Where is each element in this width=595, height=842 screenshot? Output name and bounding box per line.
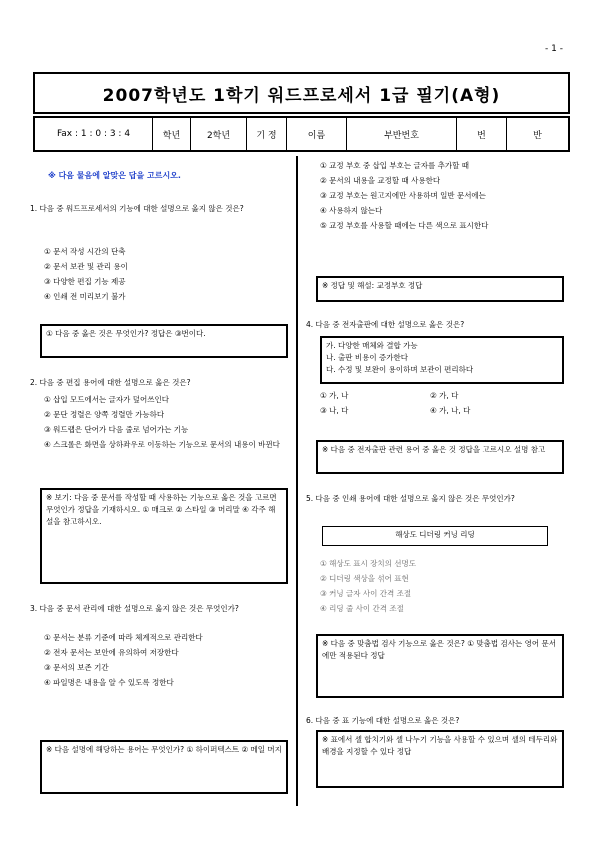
option: ③ 나, 다 xyxy=(320,406,349,415)
box-line: 다. 수정 및 보완이 용이하며 보관이 편리하다 xyxy=(326,365,474,374)
option: ④ 파일명은 내용을 알 수 있도록 정한다 xyxy=(44,678,174,687)
option: ② 디더링 색상을 섞어 표현 xyxy=(320,574,409,583)
answer-box-2: ※ 보기: 다음 중 문서를 작성할 때 사용하는 기능으로 옳은 것을 고르면 무엇인가 정답을 기재하시오. ① 매크로 ② 스타일 ③ 머리말 ④ 각주 해설을 참고하시오. xyxy=(40,488,288,584)
option: ③ 다양한 편집 기능 제공 xyxy=(44,277,126,286)
question-3: 3. 다음 중 문서 관리에 대한 설명으로 옳지 않은 것은 무엇인가? xyxy=(30,604,239,613)
answer-box-r3: ※ 다음 중 맞춤법 검사 기능으로 옳은 것은? ① 맞춤법 검사는 영어 문서에만 적용된다 정답 xyxy=(316,634,564,698)
question-6: 6. 다음 중 표 기능에 대한 설명으로 옳은 것은? xyxy=(306,716,460,725)
answer-box-1: ① 다음 중 옳은 것은 무엇인가? 정답은 ③번이다. xyxy=(40,324,288,358)
page-number: - 1 - xyxy=(545,44,563,54)
question-4: 4. 다음 중 전자출판에 대한 설명으로 옳은 것은? xyxy=(306,320,465,329)
intro-line: ※ 다음 물음에 알맞은 답을 고르시오. xyxy=(48,171,181,180)
answer-box-3: ※ 다음 설명에 해당하는 용어는 무엇인가? ① 하이퍼텍스트 ② 메일 머지 xyxy=(40,740,288,794)
info-cell-2: 학년 xyxy=(153,118,191,150)
option: ① 해상도 표시 장치의 선명도 xyxy=(320,559,416,568)
question-4-box xyxy=(320,336,564,384)
option: ② 문단 정렬은 양쪽 정렬만 가능하다 xyxy=(44,410,165,419)
question-2-options xyxy=(30,392,285,452)
option: ③ 교정 부호는 원고지에만 사용하며 일반 문서에는 xyxy=(320,191,486,200)
top-options xyxy=(306,158,564,233)
question-1: 1. 다음 중 워드프로세서의 기능에 대한 설명으로 옳지 않은 것은? xyxy=(30,204,244,213)
option: ① 문서 작성 시간의 단축 xyxy=(44,247,126,256)
info-cell-1: Fax : 1 : 0 : 3 : 4 xyxy=(35,118,153,150)
answer-box-r2: ※ 다음 중 전자출판 관련 용어 중 옳은 것 정답을 고르시오 설명 참고 xyxy=(316,440,564,474)
info-cell-8: 반 xyxy=(533,130,542,141)
info-cell-5: 이름 xyxy=(287,118,347,150)
option: ③ 커닝 글자 사이 간격 조절 xyxy=(320,589,412,598)
option: ① 문서는 분류 기준에 따라 체계적으로 관리한다 xyxy=(44,633,203,642)
question-6-box: ※ 표에서 셀 합치기와 셀 나누기 기능을 사용할 수 있으며 셀의 테두리와 배경을 지정할 수 있다 정답 xyxy=(316,730,564,788)
question-5-options xyxy=(306,556,564,616)
info-cell-6: 부반번호 xyxy=(347,118,457,150)
box-line: 나. 출판 비용이 증가한다 xyxy=(326,353,408,362)
option: ④ 스크롤은 화면을 상하좌우로 이동하는 기능으로 문서의 내용이 바뀐다 xyxy=(44,440,280,449)
info-row xyxy=(33,116,570,152)
option: ① 교정 부호 중 삽입 부호는 글자를 추가할 때 xyxy=(320,161,469,170)
option: ⑤ 교정 부호를 사용할 때에는 다른 색으로 표시한다 xyxy=(320,221,489,230)
option: ② 문서 보관 및 관리 용이 xyxy=(44,262,128,271)
question-1-options xyxy=(30,244,285,304)
option: ② 문서의 내용을 교정할 때 사용한다 xyxy=(320,176,441,185)
column-divider xyxy=(296,156,298,806)
option: ① 가, 나 xyxy=(320,391,349,400)
info-cell-7: 번 xyxy=(457,118,507,150)
answer-box-r1: ※ 정답 및 해설: 교정부호 정답 xyxy=(316,276,564,302)
option: ③ 문서의 보존 기간 xyxy=(44,663,109,672)
exam-title: 2007학년도 1학기 워드프로세서 1급 필기(A형) xyxy=(33,72,570,114)
question-5-box: 해상도 디더링 커닝 리딩 xyxy=(322,526,548,546)
question-2: 2. 다음 중 편집 용어에 대한 설명으로 옳은 것은? xyxy=(30,378,191,387)
question-4-options xyxy=(306,388,564,418)
question-5: 5. 다음 중 인쇄 용어에 대한 설명으로 옳지 않은 것은 무엇인가? xyxy=(306,494,515,503)
option: ② 가, 다 xyxy=(430,391,459,400)
box-line: 가. 다양한 매체와 결합 가능 xyxy=(326,341,418,350)
question-3-options xyxy=(30,630,285,690)
info-cell-4: 기 정 xyxy=(247,118,287,150)
option: ④ 인쇄 전 미리보기 불가 xyxy=(44,292,126,301)
info-cell-3: 2학년 xyxy=(191,118,247,150)
option: ② 전자 문서는 보안에 유의하여 저장한다 xyxy=(44,648,179,657)
option: ④ 리딩 줄 사이 간격 조절 xyxy=(320,604,404,613)
option: ① 삽입 모드에서는 글자가 덮어쓰인다 xyxy=(44,395,169,404)
option: ③ 워드랩은 단어가 다음 줄로 넘어가는 기능 xyxy=(44,425,189,434)
option: ④ 사용하지 않는다 xyxy=(320,206,383,215)
option: ④ 가, 나, 다 xyxy=(430,406,471,415)
